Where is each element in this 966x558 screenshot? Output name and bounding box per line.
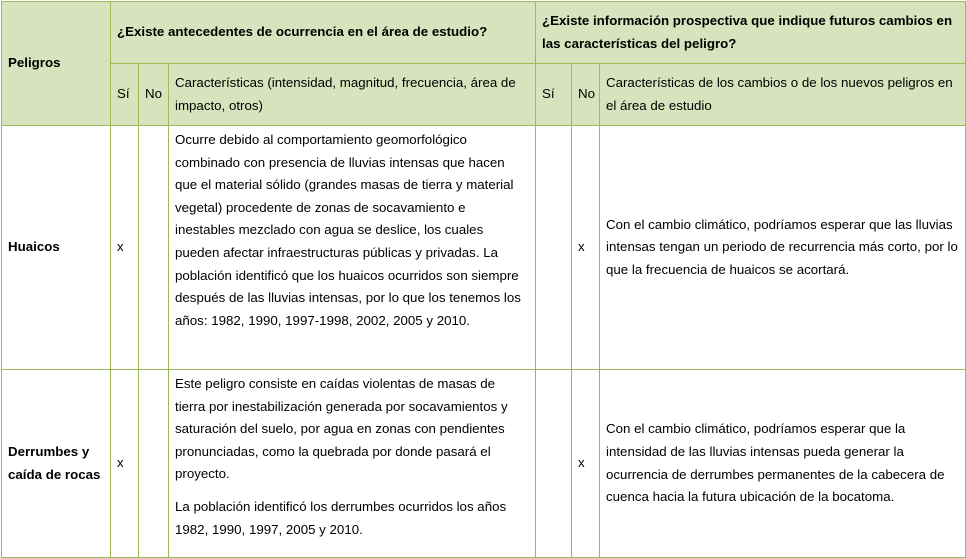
history-characteristics-header: Características (intensidad, magnitud, frecuencia, área de impacto, otros) <box>169 64 536 126</box>
table-row <box>2 126 966 370</box>
hazards-table <box>1 1 966 558</box>
prospective-group-header: ¿Existe información prospectiva que indique futuros cambios en las características del peligro? <box>536 2 966 64</box>
history-characteristics-paragraph: Este peligro consiste en caídas violentas de masas de tierra por inestabilización generada por socavamientos y saturación del suelo, por agua en zonas con pendientes pronunciadas, como la quebrada por donde pasará el proyecto. <box>175 376 508 482</box>
history-yes-header: Sí <box>111 64 139 126</box>
history-yes-mark: x <box>111 126 139 370</box>
history-characteristics-paragraph: La población identificó los derrumbes ocurridos los años 1982, 1990, 1997, 2005 y 2010. <box>175 498 507 537</box>
table-row <box>2 370 966 558</box>
prospective-characteristics-header: Características de los cambios o de los nuevos peligros en el área de estudio <box>600 64 966 126</box>
prospective-yes-mark <box>536 370 572 558</box>
prospective-no-mark: x <box>572 370 600 558</box>
history-yes-mark: x <box>111 370 139 558</box>
history-no-mark <box>139 126 169 370</box>
hazard-name: Derrumbes y caída de rocas <box>2 370 111 558</box>
hazard-name: Huaicos <box>2 126 111 370</box>
header-row-2 <box>2 64 966 126</box>
prospective-characteristics-text: Con el cambio climático, podríamos esperar que las lluvias intensas tengan un periodo de recurrencia más corto, por lo que la frecuencia de huaicos se acortará. <box>600 126 966 370</box>
hazards-column-header: Peligros <box>2 2 111 126</box>
history-characteristics-cell <box>169 370 536 558</box>
prospective-yes-header: Sí <box>536 64 572 126</box>
prospective-no-header: No <box>572 64 600 126</box>
prospective-characteristics-text: Con el cambio climático, podríamos esperar que la intensidad de las lluvias intensas pueda generar la ocurrencia de derrumbes permanentes de la cabecera de cuenca hacia la futura ubicación de la bocatoma. <box>600 370 966 558</box>
header-row-1 <box>2 2 966 64</box>
prospective-no-mark: x <box>572 126 600 370</box>
history-characteristics-text: Ocurre debido al comportamiento geomorfológico combinado con presencia de lluvias intensas que hacen que el material sólido (grandes masas de tierra y material vegetal) procedente de zonas de socavamiento e inestables mezclado con agua se deslice, los cuales pueden afectar infraestructuras públicas y privadas. La población identificó que los huaicos ocurridos son siempre después de las lluvias intensas, por lo que los tenemos los años: 1982, 1990, 1997-1998, 2002, 2005 y 2010. <box>169 126 536 370</box>
history-group-header: ¿Existe antecedentes de ocurrencia en el área de estudio? <box>111 2 536 64</box>
history-no-mark <box>139 370 169 558</box>
prospective-yes-mark <box>536 126 572 370</box>
history-no-header: No <box>139 64 169 126</box>
